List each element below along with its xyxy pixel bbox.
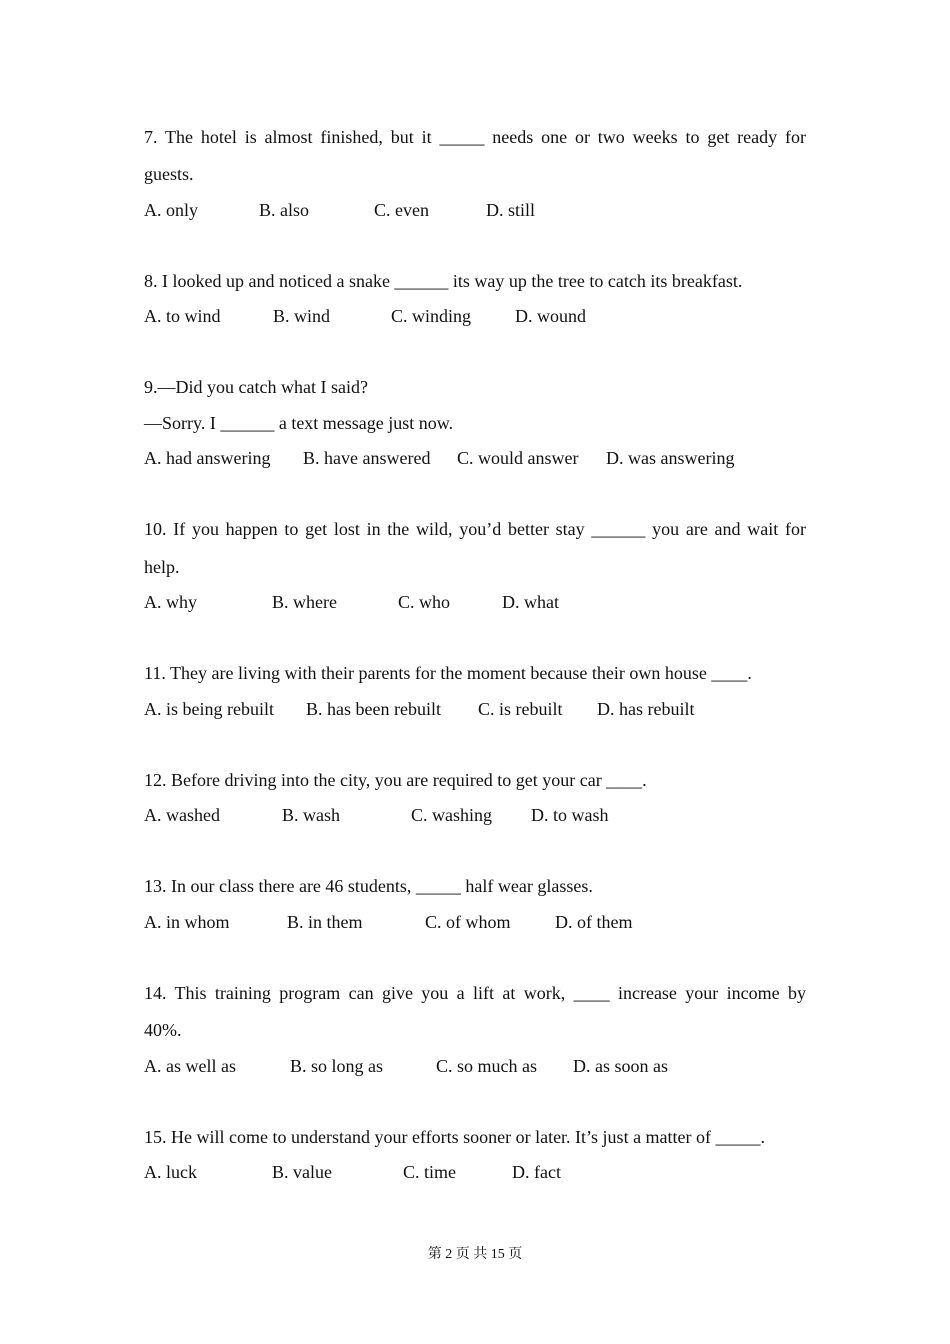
question-15-option-c: C. time	[403, 1162, 456, 1182]
question-8-option-c: C. winding	[391, 306, 472, 326]
question-8-option-b: B. wind	[273, 306, 331, 326]
question-14-option-c: C. so much as	[436, 1056, 537, 1076]
question-15-option-b: B. value	[272, 1162, 332, 1182]
question-11-option-c: C. is rebuilt	[478, 699, 563, 719]
question-11-option-d: D. has rebuilt	[597, 699, 695, 719]
question-7-stem-line-1: 7. The hotel is almost finished, but it _____ needs one or two weeks to get ready for	[144, 127, 806, 147]
question-12-option-a: A. washed	[144, 805, 220, 825]
question-7-option-c: C. even	[374, 200, 429, 220]
question-10-stem-line-1: 10. If you happen to get lost in the wild, you’d better stay ______ you are and wait for	[144, 519, 806, 539]
question-12-option-d: D. to wash	[531, 805, 609, 825]
question-9-option-c: C. would answer	[457, 448, 579, 468]
question-10-stem-line-2: help.	[144, 557, 180, 577]
question-7-option-d: D. still	[486, 200, 536, 220]
question-14-option-d: D. as soon as	[573, 1056, 668, 1076]
question-9-stem-line-2: —Sorry. I ______ a text message just now.	[144, 413, 454, 433]
question-12-option-b: B. wash	[282, 805, 340, 825]
question-15-option-a: A. luck	[144, 1162, 197, 1182]
question-9-option-b: B. have answered	[303, 448, 431, 468]
question-12-stem-line-1: 12. Before driving into the city, you are required to get your car ____.	[144, 770, 647, 790]
question-8-stem-line-1: 8. I looked up and noticed a snake ______ its way up the tree to catch its breakfast.	[144, 271, 743, 291]
question-11-stem-line-1: 11. They are living with their parents for the moment because their own house ____.	[144, 663, 752, 683]
question-7-option-b: B. also	[259, 200, 310, 220]
question-10-option-a: A. why	[144, 592, 197, 612]
question-10-option-b: B. where	[272, 592, 337, 612]
question-8-option-d: D. wound	[515, 306, 586, 326]
question-9-option-d: D. was answering	[606, 448, 735, 468]
question-11-option-b: B. has been rebuilt	[306, 699, 441, 719]
question-8-option-a: A. to wind	[144, 306, 221, 326]
question-13-option-d: D. of them	[555, 912, 633, 932]
question-13-option-a: A. in whom	[144, 912, 230, 932]
question-14-option-a: A. as well as	[144, 1056, 236, 1076]
question-10-option-d: D. what	[502, 592, 559, 612]
question-10-option-c: C. who	[398, 592, 451, 612]
question-13-stem-line-1: 13. In our class there are 46 students, _____ half wear glasses.	[144, 876, 593, 896]
question-13-option-b: B. in them	[287, 912, 363, 932]
question-14-stem-line-1: 14. This training program can give you a lift at work, ____ increase your income by	[144, 983, 806, 1003]
page-number-footer: 第 2 页 共 15 页	[427, 1247, 523, 1262]
question-11-option-a: A. is being rebuilt	[144, 699, 274, 719]
question-15-stem-line-1: 15. He will come to understand your efforts sooner or later. It’s just a matter of _____.	[144, 1127, 766, 1147]
question-14-stem-line-2: 40%.	[144, 1020, 182, 1040]
question-13-option-c: C. of whom	[425, 912, 511, 932]
question-14-option-b: B. so long as	[290, 1056, 384, 1076]
question-12-option-c: C. washing	[411, 805, 492, 825]
question-9-stem-line-1: 9.—Did you catch what I said?	[144, 377, 368, 397]
question-7-option-a: A. only	[144, 200, 198, 220]
question-7-stem-line-2: guests.	[144, 164, 194, 184]
question-15-option-d: D. fact	[512, 1162, 561, 1182]
question-9-option-a: A. had answering	[144, 448, 271, 468]
